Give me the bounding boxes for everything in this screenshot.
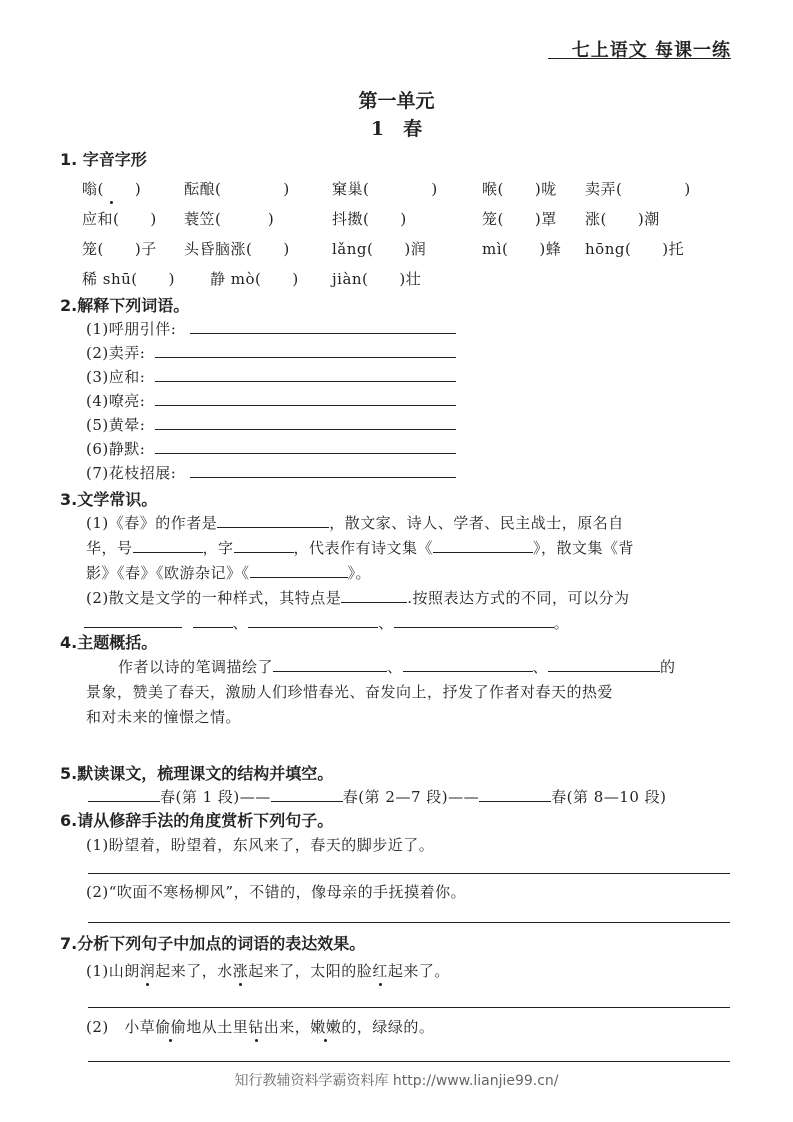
literature-q2-line2: 、 、 。 — [84, 612, 569, 633]
section-2-title: 2.解释下列词语。 — [60, 296, 190, 315]
pinyin-item: 抖擞( ) — [332, 210, 407, 228]
pinyin-item: mì( )蜂 — [482, 240, 562, 258]
pinyin-item: 蓑笠( ) — [184, 210, 275, 228]
definition-item-6: (6)静默: — [86, 440, 146, 458]
expression-q2: (2) 小草偷偷地从土里钻出来，嫩嫩的，绿绿的。 — [86, 1018, 435, 1036]
answer-line[interactable] — [190, 477, 456, 478]
pinyin-item: lǎng( )润 — [332, 240, 427, 258]
answer-line[interactable] — [88, 873, 730, 874]
literature-q1-line1: (1)《春》的作者是 ，散文家、诗人、学者、民主战士，原名自 — [86, 514, 624, 532]
theme-line3: 和对未来的憧憬之情。 — [86, 708, 242, 726]
unit-title: 第一单元 — [358, 90, 435, 112]
answer-blank[interactable] — [234, 538, 294, 553]
definition-item-4: (4)嘹亮: — [86, 392, 146, 410]
pinyin-item: 涨( )潮 — [585, 210, 660, 228]
answer-line[interactable] — [155, 405, 456, 406]
pinyin-item: 静 mò( ) — [210, 270, 299, 288]
rhetoric-q1: (1)盼望着，盼望着，东风来了，春天的脚步近了。 — [86, 836, 435, 854]
section-7-title: 7.分析下列句子中加点的词语的表达效果。 — [60, 934, 366, 953]
section-1-title: 1. 字音字形 — [60, 150, 147, 169]
answer-line[interactable] — [88, 922, 730, 923]
answer-blank[interactable] — [248, 613, 378, 628]
structure-line: 春(第 1 段)—— 春(第 2—7 段)—— 春(第 8—10 段) — [88, 786, 667, 807]
section-6-title: 6.请从修辞手法的角度赏析下列句子。 — [60, 811, 334, 830]
answer-line[interactable] — [88, 1061, 730, 1062]
definition-item-7: (7)花枝招展: — [86, 464, 177, 482]
answer-line[interactable] — [88, 1007, 730, 1008]
definition-item-5: (5)黄晕: — [86, 416, 146, 434]
pinyin-item: 喉( )咙 — [482, 180, 557, 198]
answer-blank[interactable] — [403, 657, 533, 672]
footer-watermark: 知行教辅资料学霸资料库 http://www.lianjie99.cn/ — [234, 1073, 559, 1089]
pinyin-item: jiàn( )壮 — [332, 270, 422, 288]
section-3-title: 3.文学常识。 — [60, 490, 158, 509]
answer-line[interactable] — [190, 333, 456, 334]
answer-blank[interactable] — [273, 657, 387, 672]
answer-blank[interactable] — [250, 563, 348, 578]
pinyin-item: 笼( )子 — [82, 240, 157, 258]
header-underline — [548, 58, 731, 59]
pinyin-item: hōng( )托 — [585, 240, 685, 258]
answer-blank[interactable] — [217, 513, 329, 528]
answer-blank[interactable] — [271, 787, 343, 802]
pinyin-item: 酝酿( ) — [184, 180, 290, 198]
pinyin-item: 卖弄( ) — [585, 180, 691, 198]
definition-item-3: (3)应和: — [86, 368, 146, 386]
answer-line[interactable] — [155, 357, 456, 358]
section-4-title: 4.主题概括。 — [60, 633, 158, 652]
answer-blank[interactable] — [193, 613, 233, 628]
answer-blank[interactable] — [548, 657, 660, 672]
literature-q2-line1: (2)散文是文学的一种样式，其特点是 .按照表达方式的不同，可以分为 — [86, 589, 630, 607]
pinyin-item: 稀 shū( ) — [82, 270, 175, 288]
lesson-title: 1 春 — [370, 118, 423, 140]
definition-item-1: (1)呼朋引伴: — [86, 320, 177, 338]
pinyin-item: 嗡( ) — [82, 180, 142, 198]
series-header: 七上语文 每课一练 — [571, 40, 731, 61]
definition-item-2: (2)卖弄: — [86, 344, 146, 362]
pinyin-item: 头昏脑涨( ) — [184, 240, 290, 258]
expression-q1: (1)山朗润起来了，水涨起来了，太阳的脸红起来了。 — [86, 962, 450, 980]
literature-q1-line2: 华，号 ，字 ，代表作有诗文集《 》，散文集《背 — [86, 539, 635, 557]
answer-blank[interactable] — [88, 787, 160, 802]
answer-line[interactable] — [155, 429, 456, 430]
answer-blank[interactable] — [133, 538, 203, 553]
answer-line[interactable] — [155, 381, 456, 382]
answer-blank[interactable] — [84, 613, 182, 628]
section-5-title: 5.默读课文，梳理课文的结构并填空。 — [60, 764, 334, 783]
pinyin-item: 窠巢( ) — [332, 180, 438, 198]
answer-blank[interactable] — [433, 538, 533, 553]
answer-blank[interactable] — [341, 588, 407, 603]
pinyin-item: 应和( ) — [82, 210, 157, 228]
answer-line[interactable] — [155, 453, 456, 454]
theme-line1: 作者以诗的笔调描绘了 、 、 的 — [118, 658, 676, 676]
literature-q1-line3: 影》《春》《欧游杂记》《 》。 — [86, 564, 372, 582]
answer-blank[interactable] — [479, 787, 551, 802]
theme-line2: 景象，赞美了春天，激励人们珍惜春光、奋发向上，抒发了作者对春天的热爱 — [86, 683, 614, 701]
rhetoric-q2: (2)“吹面不寒杨柳风”，不错的，像母亲的手抚摸着你。 — [86, 883, 467, 901]
pinyin-item: 笼( )罩 — [482, 210, 557, 228]
answer-blank[interactable] — [394, 613, 554, 628]
